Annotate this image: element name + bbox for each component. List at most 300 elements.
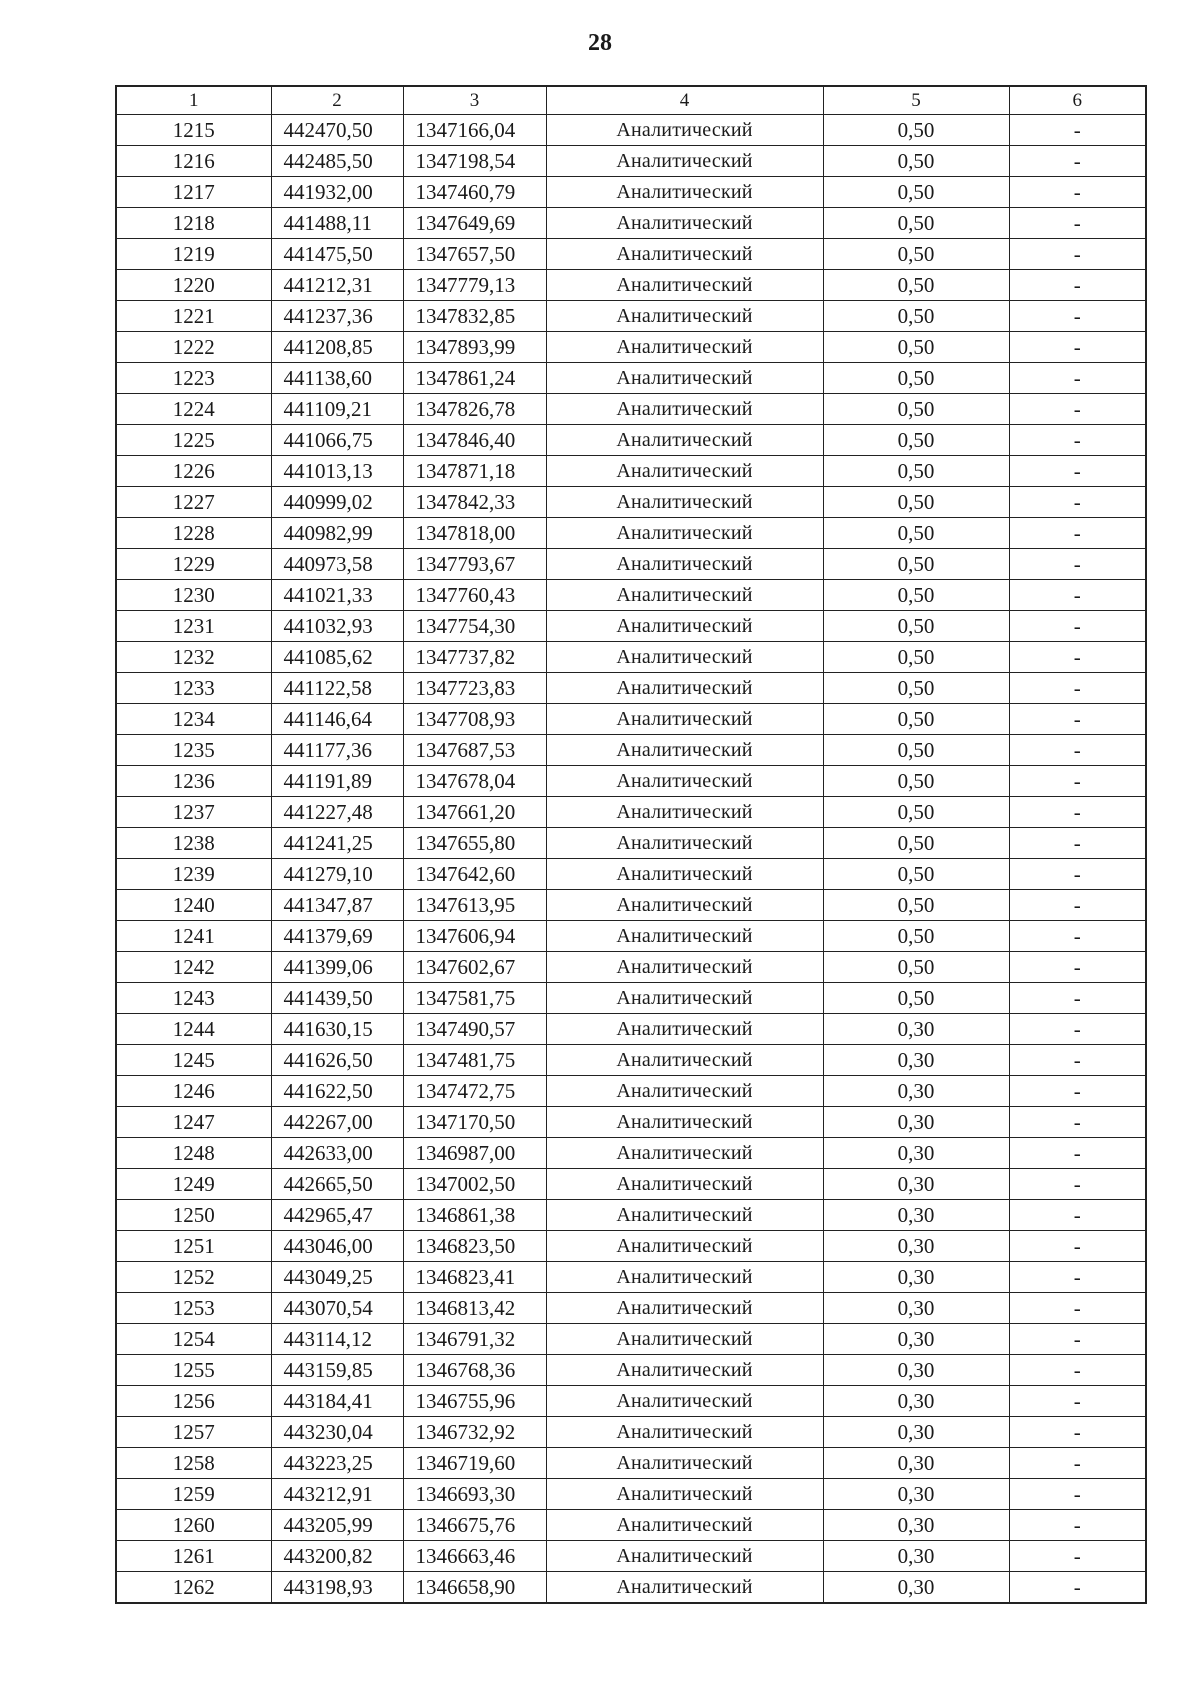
accuracy-cell: 0,50 bbox=[823, 549, 1009, 580]
y-coordinate-cell: 1346693,30 bbox=[403, 1479, 546, 1510]
point-number-cell: 1239 bbox=[116, 859, 271, 890]
page-number: 28 bbox=[588, 30, 612, 56]
method-cell: Аналитический bbox=[546, 115, 823, 146]
table-row bbox=[116, 1448, 1146, 1479]
method-cell: Аналитический bbox=[546, 270, 823, 301]
y-coordinate-cell: 1347846,40 bbox=[403, 425, 546, 456]
x-coordinate-cell: 443205,99 bbox=[271, 1510, 403, 1541]
accuracy-cell: 0,30 bbox=[823, 1200, 1009, 1231]
table-row bbox=[116, 766, 1146, 797]
x-coordinate-cell: 440973,58 bbox=[271, 549, 403, 580]
accuracy-cell: 0,30 bbox=[823, 1231, 1009, 1262]
y-coordinate-cell: 1346823,50 bbox=[403, 1231, 546, 1262]
note-cell: - bbox=[1009, 332, 1146, 363]
column-header: 5 bbox=[823, 86, 1009, 115]
note-cell: - bbox=[1009, 704, 1146, 735]
table-row bbox=[116, 921, 1146, 952]
y-coordinate-cell: 1346813,42 bbox=[403, 1293, 546, 1324]
note-cell: - bbox=[1009, 735, 1146, 766]
point-number-cell: 1252 bbox=[116, 1262, 271, 1293]
point-number-cell: 1256 bbox=[116, 1386, 271, 1417]
point-number-cell: 1234 bbox=[116, 704, 271, 735]
note-cell: - bbox=[1009, 115, 1146, 146]
table-row bbox=[116, 797, 1146, 828]
y-coordinate-cell: 1347613,95 bbox=[403, 890, 546, 921]
method-cell: Аналитический bbox=[546, 1510, 823, 1541]
note-cell: - bbox=[1009, 1169, 1146, 1200]
table-row bbox=[116, 1510, 1146, 1541]
x-coordinate-cell: 441626,50 bbox=[271, 1045, 403, 1076]
table-row bbox=[116, 1014, 1146, 1045]
accuracy-cell: 0,50 bbox=[823, 983, 1009, 1014]
x-coordinate-cell: 443198,93 bbox=[271, 1572, 403, 1604]
y-coordinate-cell: 1347490,57 bbox=[403, 1014, 546, 1045]
table-row bbox=[116, 828, 1146, 859]
y-coordinate-cell: 1347737,82 bbox=[403, 642, 546, 673]
note-cell: - bbox=[1009, 1355, 1146, 1386]
method-cell: Аналитический bbox=[546, 859, 823, 890]
note-cell: - bbox=[1009, 425, 1146, 456]
point-number-cell: 1216 bbox=[116, 146, 271, 177]
y-coordinate-cell: 1347581,75 bbox=[403, 983, 546, 1014]
x-coordinate-cell: 443049,25 bbox=[271, 1262, 403, 1293]
x-coordinate-cell: 441347,87 bbox=[271, 890, 403, 921]
note-cell: - bbox=[1009, 518, 1146, 549]
point-number-cell: 1248 bbox=[116, 1138, 271, 1169]
y-coordinate-cell: 1347861,24 bbox=[403, 363, 546, 394]
accuracy-cell: 0,50 bbox=[823, 394, 1009, 425]
x-coordinate-cell: 443200,82 bbox=[271, 1541, 403, 1572]
table-row bbox=[116, 983, 1146, 1014]
x-coordinate-cell: 441379,69 bbox=[271, 921, 403, 952]
point-number-cell: 1231 bbox=[116, 611, 271, 642]
point-number-cell: 1244 bbox=[116, 1014, 271, 1045]
accuracy-cell: 0,50 bbox=[823, 301, 1009, 332]
accuracy-cell: 0,50 bbox=[823, 735, 1009, 766]
x-coordinate-cell: 441475,50 bbox=[271, 239, 403, 270]
x-coordinate-cell: 443046,00 bbox=[271, 1231, 403, 1262]
x-coordinate-cell: 440999,02 bbox=[271, 487, 403, 518]
method-cell: Аналитический bbox=[546, 983, 823, 1014]
x-coordinate-cell: 443230,04 bbox=[271, 1417, 403, 1448]
table-row bbox=[116, 177, 1146, 208]
table-row bbox=[116, 1045, 1146, 1076]
y-coordinate-cell: 1346732,92 bbox=[403, 1417, 546, 1448]
point-number-cell: 1240 bbox=[116, 890, 271, 921]
accuracy-cell: 0,50 bbox=[823, 425, 1009, 456]
note-cell: - bbox=[1009, 1293, 1146, 1324]
y-coordinate-cell: 1347723,83 bbox=[403, 673, 546, 704]
note-cell: - bbox=[1009, 1510, 1146, 1541]
note-cell: - bbox=[1009, 580, 1146, 611]
point-number-cell: 1253 bbox=[116, 1293, 271, 1324]
point-number-cell: 1232 bbox=[116, 642, 271, 673]
point-number-cell: 1255 bbox=[116, 1355, 271, 1386]
method-cell: Аналитический bbox=[546, 1324, 823, 1355]
method-cell: Аналитический bbox=[546, 1231, 823, 1262]
column-header: 6 bbox=[1009, 86, 1146, 115]
table-row bbox=[116, 1355, 1146, 1386]
x-coordinate-cell: 441021,33 bbox=[271, 580, 403, 611]
x-coordinate-cell: 441212,31 bbox=[271, 270, 403, 301]
point-number-cell: 1224 bbox=[116, 394, 271, 425]
method-cell: Аналитический bbox=[546, 580, 823, 611]
method-cell: Аналитический bbox=[546, 1541, 823, 1572]
table-row bbox=[116, 1479, 1146, 1510]
method-cell: Аналитический bbox=[546, 1572, 823, 1604]
method-cell: Аналитический bbox=[546, 890, 823, 921]
y-coordinate-cell: 1347779,13 bbox=[403, 270, 546, 301]
method-cell: Аналитический bbox=[546, 1014, 823, 1045]
y-coordinate-cell: 1347661,20 bbox=[403, 797, 546, 828]
accuracy-cell: 0,50 bbox=[823, 611, 1009, 642]
method-cell: Аналитический bbox=[546, 456, 823, 487]
x-coordinate-cell: 441109,21 bbox=[271, 394, 403, 425]
x-coordinate-cell: 443184,41 bbox=[271, 1386, 403, 1417]
table-row bbox=[116, 1107, 1146, 1138]
method-cell: Аналитический bbox=[546, 1386, 823, 1417]
table-row bbox=[116, 704, 1146, 735]
point-number-cell: 1251 bbox=[116, 1231, 271, 1262]
accuracy-cell: 0,30 bbox=[823, 1572, 1009, 1604]
table-row bbox=[116, 487, 1146, 518]
method-cell: Аналитический bbox=[546, 735, 823, 766]
method-cell: Аналитический bbox=[546, 146, 823, 177]
note-cell: - bbox=[1009, 1448, 1146, 1479]
x-coordinate-cell: 441208,85 bbox=[271, 332, 403, 363]
x-coordinate-cell: 443070,54 bbox=[271, 1293, 403, 1324]
accuracy-cell: 0,30 bbox=[823, 1386, 1009, 1417]
accuracy-cell: 0,50 bbox=[823, 766, 1009, 797]
x-coordinate-cell: 442470,50 bbox=[271, 115, 403, 146]
y-coordinate-cell: 1347170,50 bbox=[403, 1107, 546, 1138]
y-coordinate-cell: 1347472,75 bbox=[403, 1076, 546, 1107]
note-cell: - bbox=[1009, 890, 1146, 921]
accuracy-cell: 0,30 bbox=[823, 1169, 1009, 1200]
method-cell: Аналитический bbox=[546, 1262, 823, 1293]
accuracy-cell: 0,50 bbox=[823, 518, 1009, 549]
table-row bbox=[116, 1169, 1146, 1200]
table-row bbox=[116, 425, 1146, 456]
x-coordinate-cell: 443114,12 bbox=[271, 1324, 403, 1355]
x-coordinate-cell: 440982,99 bbox=[271, 518, 403, 549]
x-coordinate-cell: 442965,47 bbox=[271, 1200, 403, 1231]
accuracy-cell: 0,30 bbox=[823, 1293, 1009, 1324]
point-number-cell: 1262 bbox=[116, 1572, 271, 1604]
accuracy-cell: 0,50 bbox=[823, 890, 1009, 921]
method-cell: Аналитический bbox=[546, 363, 823, 394]
method-cell: Аналитический bbox=[546, 518, 823, 549]
note-cell: - bbox=[1009, 1479, 1146, 1510]
method-cell: Аналитический bbox=[546, 828, 823, 859]
table-row bbox=[116, 549, 1146, 580]
x-coordinate-cell: 441488,11 bbox=[271, 208, 403, 239]
accuracy-cell: 0,50 bbox=[823, 208, 1009, 239]
point-number-cell: 1225 bbox=[116, 425, 271, 456]
point-number-cell: 1228 bbox=[116, 518, 271, 549]
note-cell: - bbox=[1009, 611, 1146, 642]
y-coordinate-cell: 1346823,41 bbox=[403, 1262, 546, 1293]
x-coordinate-cell: 443212,91 bbox=[271, 1479, 403, 1510]
x-coordinate-cell: 441138,60 bbox=[271, 363, 403, 394]
method-cell: Аналитический bbox=[546, 1479, 823, 1510]
table-row bbox=[116, 1541, 1146, 1572]
accuracy-cell: 0,50 bbox=[823, 332, 1009, 363]
x-coordinate-cell: 441191,89 bbox=[271, 766, 403, 797]
table-row bbox=[116, 1417, 1146, 1448]
table-row bbox=[116, 1572, 1146, 1604]
table-row bbox=[116, 332, 1146, 363]
method-cell: Аналитический bbox=[546, 1200, 823, 1231]
y-coordinate-cell: 1347602,67 bbox=[403, 952, 546, 983]
note-cell: - bbox=[1009, 952, 1146, 983]
point-number-cell: 1220 bbox=[116, 270, 271, 301]
note-cell: - bbox=[1009, 1045, 1146, 1076]
y-coordinate-cell: 1346791,32 bbox=[403, 1324, 546, 1355]
y-coordinate-cell: 1347687,53 bbox=[403, 735, 546, 766]
note-cell: - bbox=[1009, 1231, 1146, 1262]
note-cell: - bbox=[1009, 1076, 1146, 1107]
accuracy-cell: 0,50 bbox=[823, 642, 1009, 673]
method-cell: Аналитический bbox=[546, 1045, 823, 1076]
note-cell: - bbox=[1009, 1417, 1146, 1448]
y-coordinate-cell: 1347754,30 bbox=[403, 611, 546, 642]
accuracy-cell: 0,50 bbox=[823, 859, 1009, 890]
point-number-cell: 1219 bbox=[116, 239, 271, 270]
x-coordinate-cell: 442485,50 bbox=[271, 146, 403, 177]
accuracy-cell: 0,30 bbox=[823, 1448, 1009, 1479]
x-coordinate-cell: 441237,36 bbox=[271, 301, 403, 332]
note-cell: - bbox=[1009, 766, 1146, 797]
accuracy-cell: 0,30 bbox=[823, 1479, 1009, 1510]
x-coordinate-cell: 441399,06 bbox=[271, 952, 403, 983]
accuracy-cell: 0,50 bbox=[823, 704, 1009, 735]
accuracy-cell: 0,50 bbox=[823, 921, 1009, 952]
note-cell: - bbox=[1009, 1138, 1146, 1169]
method-cell: Аналитический bbox=[546, 239, 823, 270]
x-coordinate-cell: 442665,50 bbox=[271, 1169, 403, 1200]
method-cell: Аналитический bbox=[546, 673, 823, 704]
table-row bbox=[116, 363, 1146, 394]
point-number-cell: 1254 bbox=[116, 1324, 271, 1355]
table-row bbox=[116, 673, 1146, 704]
point-number-cell: 1238 bbox=[116, 828, 271, 859]
method-cell: Аналитический bbox=[546, 642, 823, 673]
x-coordinate-cell: 441122,58 bbox=[271, 673, 403, 704]
method-cell: Аналитический bbox=[546, 1107, 823, 1138]
table-row bbox=[116, 239, 1146, 270]
method-cell: Аналитический bbox=[546, 611, 823, 642]
point-number-cell: 1226 bbox=[116, 456, 271, 487]
x-coordinate-cell: 441013,13 bbox=[271, 456, 403, 487]
point-number-cell: 1257 bbox=[116, 1417, 271, 1448]
note-cell: - bbox=[1009, 1324, 1146, 1355]
method-cell: Аналитический bbox=[546, 332, 823, 363]
accuracy-cell: 0,50 bbox=[823, 952, 1009, 983]
note-cell: - bbox=[1009, 549, 1146, 580]
note-cell: - bbox=[1009, 1107, 1146, 1138]
x-coordinate-cell: 443159,85 bbox=[271, 1355, 403, 1386]
table-row bbox=[116, 611, 1146, 642]
method-cell: Аналитический bbox=[546, 1355, 823, 1386]
point-number-cell: 1223 bbox=[116, 363, 271, 394]
y-coordinate-cell: 1347649,69 bbox=[403, 208, 546, 239]
point-number-cell: 1245 bbox=[116, 1045, 271, 1076]
accuracy-cell: 0,30 bbox=[823, 1541, 1009, 1572]
column-header: 2 bbox=[271, 86, 403, 115]
note-cell: - bbox=[1009, 146, 1146, 177]
y-coordinate-cell: 1346768,36 bbox=[403, 1355, 546, 1386]
accuracy-cell: 0,50 bbox=[823, 270, 1009, 301]
table-row bbox=[116, 859, 1146, 890]
accuracy-cell: 0,30 bbox=[823, 1107, 1009, 1138]
accuracy-cell: 0,30 bbox=[823, 1324, 1009, 1355]
y-coordinate-cell: 1346719,60 bbox=[403, 1448, 546, 1479]
method-cell: Аналитический bbox=[546, 952, 823, 983]
point-number-cell: 1250 bbox=[116, 1200, 271, 1231]
note-cell: - bbox=[1009, 239, 1146, 270]
point-number-cell: 1261 bbox=[116, 1541, 271, 1572]
note-cell: - bbox=[1009, 487, 1146, 518]
method-cell: Аналитический bbox=[546, 1076, 823, 1107]
point-number-cell: 1230 bbox=[116, 580, 271, 611]
accuracy-cell: 0,30 bbox=[823, 1417, 1009, 1448]
note-cell: - bbox=[1009, 983, 1146, 1014]
method-cell: Аналитический bbox=[546, 1169, 823, 1200]
note-cell: - bbox=[1009, 1200, 1146, 1231]
x-coordinate-cell: 441066,75 bbox=[271, 425, 403, 456]
table-row bbox=[116, 270, 1146, 301]
x-coordinate-cell: 441177,36 bbox=[271, 735, 403, 766]
x-coordinate-cell: 442267,00 bbox=[271, 1107, 403, 1138]
y-coordinate-cell: 1346663,46 bbox=[403, 1541, 546, 1572]
y-coordinate-cell: 1346755,96 bbox=[403, 1386, 546, 1417]
y-coordinate-cell: 1347826,78 bbox=[403, 394, 546, 425]
method-cell: Аналитический bbox=[546, 549, 823, 580]
accuracy-cell: 0,50 bbox=[823, 456, 1009, 487]
accuracy-cell: 0,50 bbox=[823, 580, 1009, 611]
table-row bbox=[116, 115, 1146, 146]
y-coordinate-cell: 1347793,67 bbox=[403, 549, 546, 580]
table-row bbox=[116, 208, 1146, 239]
y-coordinate-cell: 1347657,50 bbox=[403, 239, 546, 270]
y-coordinate-cell: 1347606,94 bbox=[403, 921, 546, 952]
y-coordinate-cell: 1347460,79 bbox=[403, 177, 546, 208]
table-row bbox=[116, 735, 1146, 766]
y-coordinate-cell: 1346658,90 bbox=[403, 1572, 546, 1604]
point-number-cell: 1260 bbox=[116, 1510, 271, 1541]
note-cell: - bbox=[1009, 859, 1146, 890]
method-cell: Аналитический bbox=[546, 425, 823, 456]
y-coordinate-cell: 1347818,00 bbox=[403, 518, 546, 549]
y-coordinate-cell: 1347871,18 bbox=[403, 456, 546, 487]
x-coordinate-cell: 442633,00 bbox=[271, 1138, 403, 1169]
x-coordinate-cell: 441932,00 bbox=[271, 177, 403, 208]
note-cell: - bbox=[1009, 797, 1146, 828]
point-number-cell: 1218 bbox=[116, 208, 271, 239]
table-row bbox=[116, 1293, 1146, 1324]
x-coordinate-cell: 441241,25 bbox=[271, 828, 403, 859]
x-coordinate-cell: 441227,48 bbox=[271, 797, 403, 828]
table-row bbox=[116, 394, 1146, 425]
point-number-cell: 1221 bbox=[116, 301, 271, 332]
y-coordinate-cell: 1347678,04 bbox=[403, 766, 546, 797]
y-coordinate-cell: 1347832,85 bbox=[403, 301, 546, 332]
method-cell: Аналитический bbox=[546, 921, 823, 952]
accuracy-cell: 0,50 bbox=[823, 177, 1009, 208]
method-cell: Аналитический bbox=[546, 766, 823, 797]
method-cell: Аналитический bbox=[546, 797, 823, 828]
method-cell: Аналитический bbox=[546, 177, 823, 208]
table-row bbox=[116, 301, 1146, 332]
y-coordinate-cell: 1347708,93 bbox=[403, 704, 546, 735]
x-coordinate-cell: 441622,50 bbox=[271, 1076, 403, 1107]
note-cell: - bbox=[1009, 456, 1146, 487]
point-number-cell: 1227 bbox=[116, 487, 271, 518]
accuracy-cell: 0,30 bbox=[823, 1045, 1009, 1076]
point-number-cell: 1235 bbox=[116, 735, 271, 766]
table-row bbox=[116, 1324, 1146, 1355]
note-cell: - bbox=[1009, 1572, 1146, 1604]
table-body bbox=[116, 115, 1146, 1604]
note-cell: - bbox=[1009, 1014, 1146, 1045]
column-header: 1 bbox=[116, 86, 271, 115]
note-cell: - bbox=[1009, 363, 1146, 394]
accuracy-cell: 0,30 bbox=[823, 1355, 1009, 1386]
table-row bbox=[116, 146, 1146, 177]
y-coordinate-cell: 1347642,60 bbox=[403, 859, 546, 890]
note-cell: - bbox=[1009, 828, 1146, 859]
method-cell: Аналитический bbox=[546, 487, 823, 518]
table-row bbox=[116, 1138, 1146, 1169]
y-coordinate-cell: 1347198,54 bbox=[403, 146, 546, 177]
table-row bbox=[116, 1076, 1146, 1107]
point-number-cell: 1259 bbox=[116, 1479, 271, 1510]
point-number-cell: 1233 bbox=[116, 673, 271, 704]
accuracy-cell: 0,50 bbox=[823, 487, 1009, 518]
accuracy-cell: 0,50 bbox=[823, 239, 1009, 270]
note-cell: - bbox=[1009, 673, 1146, 704]
y-coordinate-cell: 1347842,33 bbox=[403, 487, 546, 518]
note-cell: - bbox=[1009, 270, 1146, 301]
x-coordinate-cell: 441439,50 bbox=[271, 983, 403, 1014]
note-cell: - bbox=[1009, 921, 1146, 952]
point-number-cell: 1236 bbox=[116, 766, 271, 797]
note-cell: - bbox=[1009, 1541, 1146, 1572]
table-row bbox=[116, 518, 1146, 549]
y-coordinate-cell: 1347166,04 bbox=[403, 115, 546, 146]
accuracy-cell: 0,30 bbox=[823, 1510, 1009, 1541]
y-coordinate-cell: 1347760,43 bbox=[403, 580, 546, 611]
method-cell: Аналитический bbox=[546, 208, 823, 239]
table-row bbox=[116, 952, 1146, 983]
coordinates-table bbox=[115, 85, 1147, 1604]
point-number-cell: 1229 bbox=[116, 549, 271, 580]
accuracy-cell: 0,50 bbox=[823, 146, 1009, 177]
x-coordinate-cell: 443223,25 bbox=[271, 1448, 403, 1479]
y-coordinate-cell: 1346675,76 bbox=[403, 1510, 546, 1541]
y-coordinate-cell: 1347893,99 bbox=[403, 332, 546, 363]
table-row bbox=[116, 580, 1146, 611]
x-coordinate-cell: 441630,15 bbox=[271, 1014, 403, 1045]
method-cell: Аналитический bbox=[546, 394, 823, 425]
table-header-row bbox=[116, 86, 1146, 115]
method-cell: Аналитический bbox=[546, 1293, 823, 1324]
table-row bbox=[116, 1231, 1146, 1262]
point-number-cell: 1249 bbox=[116, 1169, 271, 1200]
table-row bbox=[116, 890, 1146, 921]
y-coordinate-cell: 1347002,50 bbox=[403, 1169, 546, 1200]
